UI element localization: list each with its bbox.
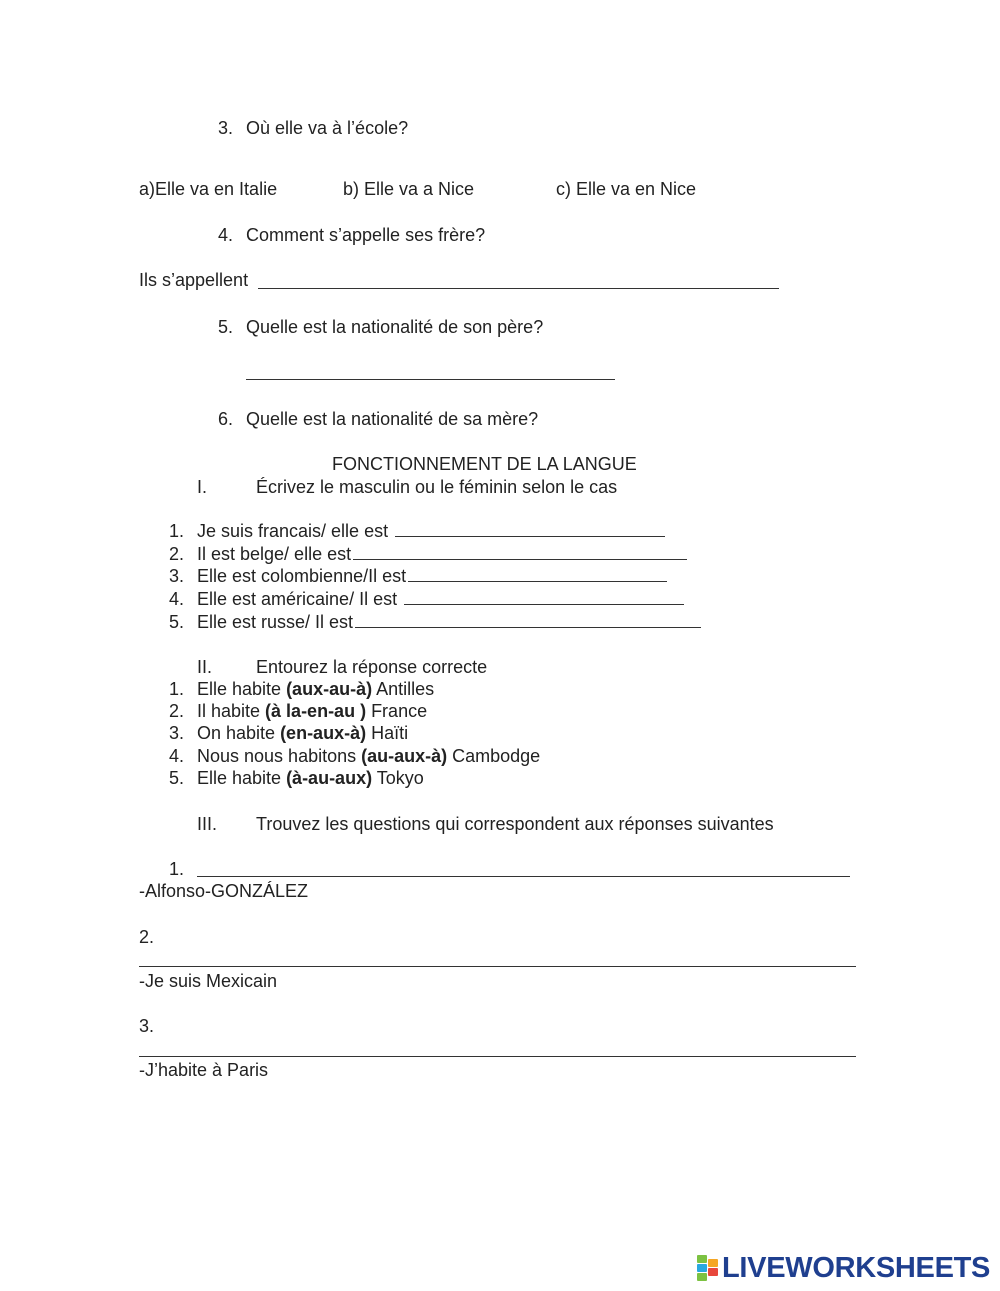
- part3-instruction: Trouvez les questions qui correspondent aux réponses suivantes: [256, 814, 774, 834]
- part1-item-3-text: Elle est colombienne/Il est: [197, 566, 407, 586]
- part2-item-5-number: 5.: [168, 768, 184, 788]
- part1-item-2-number: 2.: [168, 544, 184, 564]
- part2-numeral: II.: [197, 657, 213, 677]
- part3-item-3-answer: -J’habite à Paris: [139, 1060, 269, 1080]
- logo-block-orange: [708, 1259, 718, 1267]
- part2-item-2-choice[interactable]: (à la-en-au ): [265, 701, 367, 721]
- part2-item-3-after: Haïti: [366, 723, 409, 743]
- logo-block-blue: [697, 1264, 707, 1272]
- q3-option-b[interactable]: b) Elle va a Nice: [343, 179, 475, 199]
- part2-item-5-after: Tokyo: [372, 768, 424, 788]
- part3-item-2-number: 2.: [139, 927, 155, 947]
- part1-item-5-number: 5.: [168, 612, 184, 632]
- part2-item-4-after: Cambodge: [447, 746, 541, 766]
- liveworksheets-wordmark: LIVEWORKSHEETS: [722, 1252, 991, 1284]
- part1-item-4-blank[interactable]: [404, 588, 684, 605]
- part2-item-1: [197, 678, 434, 700]
- question-4-number: 4.: [217, 225, 233, 245]
- q4-answer-blank[interactable]: [258, 288, 779, 289]
- part2-item-5: [197, 767, 424, 789]
- part2-item-4-number: 4.: [168, 746, 184, 766]
- logo-block-green-2: [697, 1273, 707, 1281]
- part1-item-2: [197, 543, 687, 565]
- part2-instruction: Entourez la réponse correcte: [256, 657, 488, 677]
- question-5-text: Quelle est la nationalité de son père?: [246, 317, 544, 337]
- part2-item-4: [197, 745, 540, 767]
- part1-item-5-text: Elle est russe/ Il est: [197, 612, 354, 632]
- part2-item-4-choice[interactable]: (au-aux-à): [361, 746, 448, 766]
- part3-item-2-answer: -Je suis Mexicain: [139, 971, 278, 991]
- part2-item-5-choice[interactable]: (à-au-aux): [286, 768, 373, 788]
- part1-item-2-text: Il est belge/ elle est: [197, 544, 352, 564]
- part1-item-1-number: 1.: [168, 521, 184, 541]
- part3-item-3-number: 3.: [139, 1016, 155, 1036]
- part2-item-2: [197, 700, 427, 722]
- part2-item-2-number: 2.: [168, 701, 184, 721]
- part2-item-3-choice[interactable]: (en-aux-à): [280, 723, 367, 743]
- part1-item-1-blank[interactable]: [395, 520, 665, 537]
- part1-item-1-text: Je suis francais/ elle est: [197, 521, 389, 541]
- part2-item-1-after: Antilles: [372, 679, 435, 699]
- part2-item-4-before: Nous nous habitons: [197, 746, 362, 766]
- part1-item-3-blank[interactable]: [408, 565, 667, 582]
- part1-item-5-blank[interactable]: [355, 611, 701, 628]
- part2-item-3-number: 3.: [168, 723, 184, 743]
- liveworksheets-logo: [697, 1253, 990, 1283]
- part2-item-1-choice[interactable]: (aux-au-à): [286, 679, 373, 699]
- part2-item-3-before: On habite: [197, 723, 281, 743]
- part1-item-2-blank[interactable]: [353, 543, 687, 560]
- section-title: FONCTIONNEMENT DE LA LANGUE: [332, 454, 637, 474]
- liveworksheets-blocks-icon: [697, 1255, 719, 1281]
- q3-option-a[interactable]: a)Elle va en Italie: [139, 179, 278, 199]
- q4-answer-prefix: Ils s’appellent: [139, 270, 249, 290]
- logo-block-red: [708, 1268, 718, 1276]
- part1-item-3: [197, 565, 667, 587]
- part1-item-4: [197, 588, 684, 610]
- part2-item-3: [197, 722, 408, 744]
- part3-numeral: III.: [197, 814, 218, 834]
- logo-block-green: [697, 1255, 707, 1263]
- part1-item-4-text: Elle est américaine/ Il est: [197, 589, 398, 609]
- part2-item-1-before: Elle habite: [197, 679, 287, 699]
- question-4-text: Comment s’appelle ses frère?: [246, 225, 486, 245]
- part1-item-4-number: 4.: [168, 589, 184, 609]
- question-3-number: 3.: [217, 118, 233, 138]
- part2-item-2-after: France: [366, 701, 428, 721]
- part1-item-5: [197, 611, 701, 633]
- question-3-text: Où elle va à l’école?: [246, 118, 409, 138]
- part3-item-1-number: 1.: [168, 859, 184, 879]
- part1-item-1: [197, 520, 665, 542]
- part3-item-2-blank[interactable]: [139, 966, 856, 967]
- question-6-text: Quelle est la nationalité de sa mère?: [246, 409, 539, 429]
- part3-item-1-blank[interactable]: [197, 876, 850, 877]
- q3-option-c[interactable]: c) Elle va en Nice: [556, 179, 697, 199]
- q5-answer-blank[interactable]: [246, 379, 615, 380]
- part2-item-2-before: Il habite: [197, 701, 266, 721]
- part2-item-1-number: 1.: [168, 679, 184, 699]
- part1-item-3-number: 3.: [168, 566, 184, 586]
- part2-item-5-before: Elle habite: [197, 768, 287, 788]
- question-6-number: 6.: [217, 409, 233, 429]
- part1-instruction: Écrivez le masculin ou le féminin selon le cas: [256, 477, 618, 497]
- part1-numeral: I.: [197, 477, 208, 497]
- question-5-number: 5.: [217, 317, 233, 337]
- part3-item-1-answer: -Alfonso-GONZÁLEZ: [139, 881, 309, 901]
- part3-item-3-blank[interactable]: [139, 1056, 856, 1057]
